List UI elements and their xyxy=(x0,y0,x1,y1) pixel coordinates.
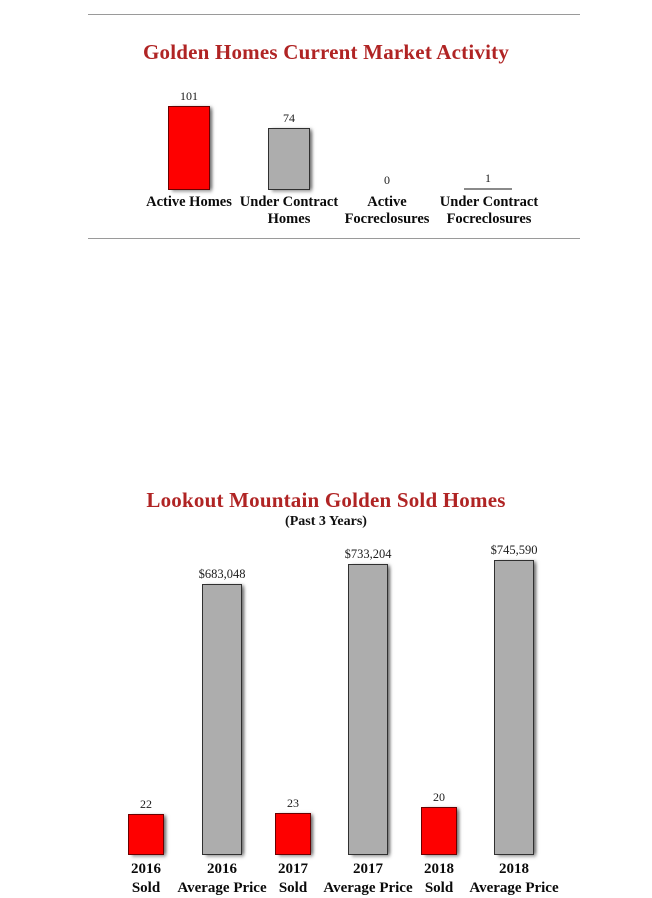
chart-2-category-line-2: Average Price xyxy=(323,880,413,896)
chart-2-category-line-2: Sold xyxy=(278,880,308,896)
chart-2-category-label-2016-sold xyxy=(110,860,182,898)
chart-2-category-label-2017-sold xyxy=(257,860,329,898)
chart-2-category-line-1: 2016 xyxy=(207,861,237,877)
chart-2-category-label-2017-average-price xyxy=(322,860,414,898)
chart-2-subtitle: (Past 3 Years) xyxy=(285,514,367,529)
chart-1-category-line-2: Focreclosures xyxy=(446,211,532,227)
chart-panel-current-market-activity xyxy=(0,14,652,238)
chart-2-value-label-2016-average-price: $683,048 xyxy=(198,567,246,581)
chart-2-category-line-1: 2017 xyxy=(353,861,383,877)
chart-2-bar-column-2017-average-price[interactable] xyxy=(344,538,392,855)
chart-2-category-label-2016-average-price xyxy=(176,860,268,898)
chart-1-value-label-active-foreclosures: 0 xyxy=(384,173,390,187)
chart-1-category-line-1: Under Contract xyxy=(439,194,539,210)
chart-1-category-label-under-contract-homes xyxy=(230,194,348,228)
chart-2-category-line-1: 2018 xyxy=(424,861,454,877)
chart-2-bar-2017-average-price[interactable] xyxy=(348,564,388,855)
chart-2-plot-area xyxy=(0,538,652,855)
chart-1-title: Golden Homes Current Market Activity xyxy=(142,40,510,64)
chart-2-value-label-2017-sold: 23 xyxy=(287,796,299,810)
chart-1-category-label-active-homes xyxy=(138,194,240,211)
chart-2-category-line-2: Sold xyxy=(424,880,454,896)
chart-1-value-label-active-homes: 101 xyxy=(180,89,198,103)
chart-1-value-label-under-contract-homes: 74 xyxy=(283,111,295,125)
chart-2-bar-2017-sold[interactable] xyxy=(275,813,311,855)
chart-1-category-line-1: Active Homes xyxy=(146,194,232,210)
chart-2-category-line-2: Sold xyxy=(131,880,161,896)
chart-1-category-label-under-contract-foreclosures xyxy=(428,194,550,228)
chart-2-category-line-1: 2016 xyxy=(131,861,161,877)
chart-2-bar-2016-sold[interactable] xyxy=(128,814,164,855)
chart-1-category-label-active-foreclosures xyxy=(334,194,440,228)
chart-1-bar-column-under-contract-foreclosures[interactable] xyxy=(464,80,512,190)
chart-2-bar-2016-average-price[interactable] xyxy=(202,584,242,855)
chart-2-category-line-1: 2018 xyxy=(499,861,529,877)
chart-2-value-label-2018-sold: 20 xyxy=(433,790,445,804)
chart-panel-lookout-mountain-sold-homes xyxy=(0,238,652,896)
chart-2-title: Lookout Mountain Golden Sold Homes xyxy=(146,488,506,512)
chart-2-bar-2018-sold[interactable] xyxy=(421,807,457,855)
chart-1-plot-area xyxy=(0,80,652,190)
chart-2-value-label-2016-sold: 22 xyxy=(140,797,152,811)
chart-2-value-label-2017-average-price: $733,204 xyxy=(344,547,392,561)
chart-2-bar-column-2018-sold[interactable] xyxy=(421,538,457,855)
chart-2-category-label-2018-average-price xyxy=(468,860,560,898)
chart-1-category-line-1: Active xyxy=(367,194,407,210)
chart-1-category-line-2: Focreclosures xyxy=(344,211,430,227)
chart-1-bar-active-homes[interactable] xyxy=(168,106,210,190)
chart-2-category-line-2: Average Price xyxy=(469,880,559,896)
chart-1-bar-column-active-homes[interactable] xyxy=(168,80,210,190)
chart-2-bar-2018-average-price[interactable] xyxy=(494,560,534,855)
chart-2-bar-column-2017-sold[interactable] xyxy=(275,538,311,855)
chart-2-bar-column-2016-sold[interactable] xyxy=(128,538,164,855)
chart-1-category-line-1: Under Contract xyxy=(239,194,339,210)
chart-2-value-label-2018-average-price: $745,590 xyxy=(490,543,538,557)
chart-1-bar-under-contract-foreclosures[interactable] xyxy=(464,188,512,190)
chart-1-bar-column-under-contract-homes[interactable] xyxy=(268,80,310,190)
chart-2-category-label-2018-sold xyxy=(403,860,475,898)
chart-2-category-line-1: 2017 xyxy=(278,861,308,877)
chart-2-bar-column-2016-average-price[interactable] xyxy=(198,538,246,855)
chart-1-bar-column-active-foreclosures[interactable] xyxy=(366,80,408,190)
chart-1-category-line-2: Homes xyxy=(267,211,311,227)
chart-2-bar-column-2018-average-price[interactable] xyxy=(490,538,538,855)
chart-2-category-line-2: Average Price xyxy=(177,880,267,896)
chart-1-value-label-under-contract-foreclosures: 1 xyxy=(485,171,491,185)
chart-1-bar-under-contract-homes[interactable] xyxy=(268,128,310,190)
